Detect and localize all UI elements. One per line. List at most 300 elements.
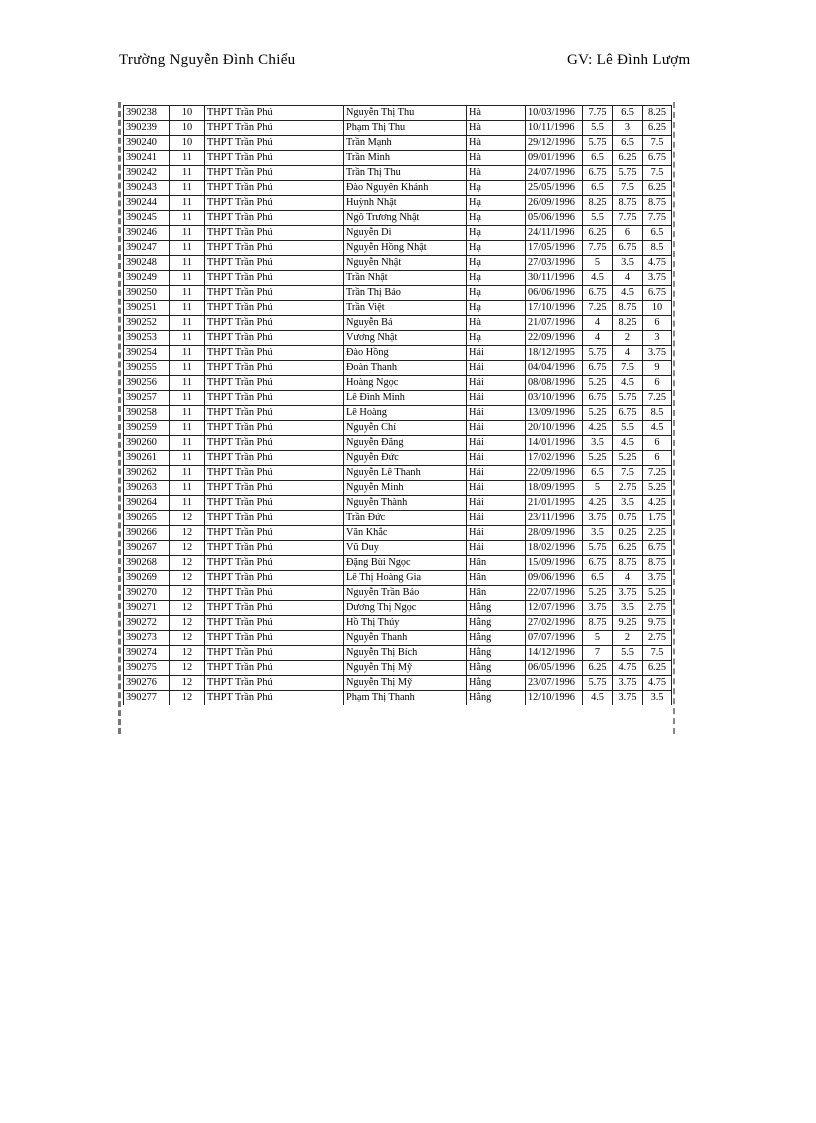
school-cell: THPT Trần Phú (205, 631, 344, 646)
grade-cell: 11 (170, 151, 205, 166)
table-row (124, 676, 672, 691)
birthdate-cell: 17/10/1996 (526, 301, 583, 316)
birthdate-cell: 18/12/1995 (526, 346, 583, 361)
surname-cell: Nguyễn Thị Thu (344, 106, 467, 121)
table-row (124, 271, 672, 286)
grade-cell: 12 (170, 556, 205, 571)
given-name-cell: Hà (467, 121, 526, 136)
score3-cell: 7.5 (643, 646, 672, 661)
score3-cell: 2.75 (643, 631, 672, 646)
score2-cell: 0.25 (613, 526, 643, 541)
score3-cell: 7.25 (643, 466, 672, 481)
table-row (124, 301, 672, 316)
surname-cell: Nguyễn Minh (344, 481, 467, 496)
score2-cell: 8.25 (613, 316, 643, 331)
score1-cell: 4.5 (583, 691, 613, 706)
grade-cell: 11 (170, 376, 205, 391)
student-id-cell: 390251 (124, 301, 170, 316)
score1-cell: 5.25 (583, 406, 613, 421)
student-id-cell: 390270 (124, 586, 170, 601)
given-name-cell: Hạ (467, 211, 526, 226)
surname-cell: Đặng Bùi Ngọc (344, 556, 467, 571)
student-id-cell: 390249 (124, 271, 170, 286)
surname-cell: Nguyễn Thị Mỹ (344, 661, 467, 676)
score2-cell: 4.75 (613, 661, 643, 676)
school-cell: THPT Trần Phú (205, 646, 344, 661)
score3-cell: 8.25 (643, 106, 672, 121)
school-cell: THPT Trần Phú (205, 241, 344, 256)
score3-cell: 6.25 (643, 121, 672, 136)
score3-cell: 4.75 (643, 676, 672, 691)
score3-cell: 7.75 (643, 211, 672, 226)
given-name-cell: Hạ (467, 196, 526, 211)
given-name-cell: Hải (467, 481, 526, 496)
score2-cell: 4 (613, 271, 643, 286)
given-name-cell: Hà (467, 106, 526, 121)
given-name-cell: Hằng (467, 616, 526, 631)
birthdate-cell: 17/05/1996 (526, 241, 583, 256)
grade-cell: 10 (170, 136, 205, 151)
surname-cell: Trần Việt (344, 301, 467, 316)
score2-cell: 4 (613, 346, 643, 361)
grade-cell: 11 (170, 286, 205, 301)
birthdate-cell: 30/11/1996 (526, 271, 583, 286)
surname-cell: Trần Nhật (344, 271, 467, 286)
given-name-cell: Hải (467, 436, 526, 451)
given-name-cell: Hải (467, 361, 526, 376)
table-row (124, 211, 672, 226)
given-name-cell: Hạ (467, 256, 526, 271)
score2-cell: 3.75 (613, 586, 643, 601)
table-row (124, 661, 672, 676)
birthdate-cell: 18/09/1995 (526, 481, 583, 496)
school-cell: THPT Trần Phú (205, 376, 344, 391)
table-row (124, 556, 672, 571)
birthdate-cell: 20/10/1996 (526, 421, 583, 436)
given-name-cell: Hải (467, 421, 526, 436)
surname-cell: Trần Đức (344, 511, 467, 526)
score1-cell: 6.5 (583, 181, 613, 196)
given-name-cell: Hải (467, 526, 526, 541)
school-cell: THPT Trần Phú (205, 331, 344, 346)
given-name-cell: Hà (467, 151, 526, 166)
surname-cell: Đào Nguyên Khánh (344, 181, 467, 196)
given-name-cell: Hải (467, 391, 526, 406)
grade-cell: 11 (170, 451, 205, 466)
birthdate-cell: 25/05/1996 (526, 181, 583, 196)
score1-cell: 4.25 (583, 421, 613, 436)
score2-cell: 2.75 (613, 481, 643, 496)
birthdate-cell: 27/02/1996 (526, 616, 583, 631)
student-id-cell: 390246 (124, 226, 170, 241)
student-id-cell: 390262 (124, 466, 170, 481)
given-name-cell: Hân (467, 571, 526, 586)
table-row (124, 481, 672, 496)
school-cell: THPT Trần Phú (205, 451, 344, 466)
birthdate-cell: 28/09/1996 (526, 526, 583, 541)
surname-cell: Trần Mạnh (344, 136, 467, 151)
student-id-cell: 390276 (124, 676, 170, 691)
score2-cell: 6.25 (613, 151, 643, 166)
birthdate-cell: 15/09/1996 (526, 556, 583, 571)
student-id-cell: 390242 (124, 166, 170, 181)
grade-cell: 12 (170, 526, 205, 541)
score2-cell: 7.5 (613, 361, 643, 376)
score3-cell: 8.75 (643, 556, 672, 571)
grade-cell: 11 (170, 481, 205, 496)
surname-cell: Trần Minh (344, 151, 467, 166)
table-row (124, 646, 672, 661)
student-id-cell: 390253 (124, 331, 170, 346)
student-id-cell: 390264 (124, 496, 170, 511)
table-row (124, 571, 672, 586)
given-name-cell: Hạ (467, 271, 526, 286)
student-id-cell: 390252 (124, 316, 170, 331)
surname-cell: Nguyễn Lê Thanh (344, 466, 467, 481)
score1-cell: 5.75 (583, 136, 613, 151)
birthdate-cell: 22/07/1996 (526, 586, 583, 601)
school-cell: THPT Trần Phú (205, 586, 344, 601)
grade-cell: 11 (170, 301, 205, 316)
grade-cell: 11 (170, 331, 205, 346)
surname-cell: Đoàn Thanh (344, 361, 467, 376)
score3-cell: 8.5 (643, 241, 672, 256)
school-cell: THPT Trần Phú (205, 421, 344, 436)
score1-cell: 6.75 (583, 361, 613, 376)
score3-cell: 3 (643, 331, 672, 346)
grade-cell: 12 (170, 631, 205, 646)
student-id-cell: 390255 (124, 361, 170, 376)
grade-cell: 11 (170, 346, 205, 361)
score2-cell: 6.75 (613, 241, 643, 256)
score2-cell: 5.5 (613, 646, 643, 661)
birthdate-cell: 12/10/1996 (526, 691, 583, 706)
score2-cell: 3.5 (613, 496, 643, 511)
surname-cell: Văn Khắc (344, 526, 467, 541)
score1-cell: 3.5 (583, 526, 613, 541)
school-cell: THPT Trần Phú (205, 391, 344, 406)
table-row (124, 151, 672, 166)
score1-cell: 6.25 (583, 226, 613, 241)
school-cell: THPT Trần Phú (205, 211, 344, 226)
score3-cell: 7.25 (643, 391, 672, 406)
score1-cell: 5.75 (583, 541, 613, 556)
given-name-cell: Hạ (467, 301, 526, 316)
grade-cell: 11 (170, 241, 205, 256)
score2-cell: 3.5 (613, 256, 643, 271)
birthdate-cell: 03/10/1996 (526, 391, 583, 406)
birthdate-cell: 22/09/1996 (526, 331, 583, 346)
student-table (123, 105, 672, 705)
surname-cell: Nguyễn Thị Mỹ (344, 676, 467, 691)
table-row (124, 166, 672, 181)
table-row (124, 241, 672, 256)
table-row (124, 586, 672, 601)
grade-cell: 12 (170, 616, 205, 631)
given-name-cell: Hạ (467, 226, 526, 241)
score1-cell: 6.75 (583, 286, 613, 301)
score3-cell: 8.75 (643, 196, 672, 211)
grade-cell: 11 (170, 316, 205, 331)
given-name-cell: Hằng (467, 661, 526, 676)
given-name-cell: Hằng (467, 601, 526, 616)
school-cell: THPT Trần Phú (205, 286, 344, 301)
table-row (124, 376, 672, 391)
score1-cell: 4.5 (583, 271, 613, 286)
score3-cell: 9 (643, 361, 672, 376)
given-name-cell: Hằng (467, 631, 526, 646)
table-row (124, 451, 672, 466)
student-id-cell: 390269 (124, 571, 170, 586)
student-id-cell: 390245 (124, 211, 170, 226)
school-cell: THPT Trần Phú (205, 676, 344, 691)
score1-cell: 3.75 (583, 601, 613, 616)
surname-cell: Lê Hoàng (344, 406, 467, 421)
given-name-cell: Hải (467, 376, 526, 391)
score2-cell: 4 (613, 571, 643, 586)
score3-cell: 4.75 (643, 256, 672, 271)
score3-cell: 3.75 (643, 271, 672, 286)
school-cell: THPT Trần Phú (205, 136, 344, 151)
surname-cell: Đào Hồng (344, 346, 467, 361)
grade-cell: 10 (170, 106, 205, 121)
school-cell: THPT Trần Phú (205, 256, 344, 271)
birthdate-cell: 14/01/1996 (526, 436, 583, 451)
school-cell: THPT Trần Phú (205, 151, 344, 166)
score3-cell: 2.75 (643, 601, 672, 616)
score3-cell: 3.75 (643, 346, 672, 361)
school-cell: THPT Trần Phú (205, 106, 344, 121)
given-name-cell: Hân (467, 556, 526, 571)
student-id-cell: 390259 (124, 421, 170, 436)
given-name-cell: Hằng (467, 676, 526, 691)
school-cell: THPT Trần Phú (205, 361, 344, 376)
school-cell: THPT Trần Phú (205, 346, 344, 361)
surname-cell: Lê Đình Minh (344, 391, 467, 406)
table-row (124, 181, 672, 196)
given-name-cell: Hạ (467, 181, 526, 196)
score1-cell: 5.25 (583, 586, 613, 601)
table-row (124, 331, 672, 346)
surname-cell: Hoàng Ngọc (344, 376, 467, 391)
table-row (124, 361, 672, 376)
student-id-cell: 390273 (124, 631, 170, 646)
surname-cell: Nguyễn Thanh (344, 631, 467, 646)
birthdate-cell: 08/08/1996 (526, 376, 583, 391)
student-id-cell: 390267 (124, 541, 170, 556)
score3-cell: 6 (643, 451, 672, 466)
grade-cell: 12 (170, 571, 205, 586)
school-cell: THPT Trần Phú (205, 466, 344, 481)
surname-cell: Hồ Thị Thúy (344, 616, 467, 631)
score2-cell: 6 (613, 226, 643, 241)
birthdate-cell: 05/06/1996 (526, 211, 583, 226)
score2-cell: 6.5 (613, 136, 643, 151)
birthdate-cell: 09/01/1996 (526, 151, 583, 166)
surname-cell: Nguyễn Trần Bảo (344, 586, 467, 601)
given-name-cell: Hạ (467, 241, 526, 256)
score2-cell: 3.75 (613, 691, 643, 706)
score1-cell: 4 (583, 331, 613, 346)
score2-cell: 0.75 (613, 511, 643, 526)
school-cell: THPT Trần Phú (205, 601, 344, 616)
score2-cell: 9.25 (613, 616, 643, 631)
score2-cell: 6.25 (613, 541, 643, 556)
score3-cell: 6 (643, 376, 672, 391)
grade-cell: 11 (170, 391, 205, 406)
given-name-cell: Hải (467, 406, 526, 421)
given-name-cell: Hà (467, 316, 526, 331)
given-name-cell: Hân (467, 586, 526, 601)
grade-cell: 10 (170, 121, 205, 136)
school-cell: THPT Trần Phú (205, 271, 344, 286)
given-name-cell: Hà (467, 166, 526, 181)
given-name-cell: Hằng (467, 691, 526, 706)
score2-cell: 5.5 (613, 421, 643, 436)
student-id-cell: 390266 (124, 526, 170, 541)
grade-cell: 11 (170, 181, 205, 196)
birthdate-cell: 23/07/1996 (526, 676, 583, 691)
surname-cell: Nguyễn Hồng Nhật (344, 241, 467, 256)
school-cell: THPT Trần Phú (205, 691, 344, 706)
birthdate-cell: 26/09/1996 (526, 196, 583, 211)
birthdate-cell: 21/07/1996 (526, 316, 583, 331)
score3-cell: 4.5 (643, 421, 672, 436)
score1-cell: 5 (583, 256, 613, 271)
table-row (124, 601, 672, 616)
school-cell: THPT Trần Phú (205, 526, 344, 541)
score2-cell: 5.25 (613, 451, 643, 466)
table-row (124, 346, 672, 361)
grade-cell: 12 (170, 511, 205, 526)
birthdate-cell: 09/06/1996 (526, 571, 583, 586)
score1-cell: 6.5 (583, 151, 613, 166)
surname-cell: Nguyễn Thành (344, 496, 467, 511)
header-school: Trường Nguyễn Đình Chiểu (119, 52, 296, 68)
surname-cell: Nguyễn Đức (344, 451, 467, 466)
score3-cell: 6 (643, 316, 672, 331)
score1-cell: 7.75 (583, 106, 613, 121)
given-name-cell: Hải (467, 496, 526, 511)
score2-cell: 6.5 (613, 106, 643, 121)
surname-cell: Vũ Duy (344, 541, 467, 556)
score2-cell: 7.75 (613, 211, 643, 226)
grade-cell: 11 (170, 361, 205, 376)
table-row (124, 466, 672, 481)
given-name-cell: Hải (467, 466, 526, 481)
birthdate-cell: 06/05/1996 (526, 661, 583, 676)
birthdate-cell: 18/02/1996 (526, 541, 583, 556)
score1-cell: 5 (583, 631, 613, 646)
student-id-cell: 390258 (124, 406, 170, 421)
birthdate-cell: 10/11/1996 (526, 121, 583, 136)
grade-cell: 11 (170, 256, 205, 271)
score1-cell: 5 (583, 481, 613, 496)
grade-cell: 12 (170, 586, 205, 601)
birthdate-cell: 24/07/1996 (526, 166, 583, 181)
given-name-cell: Hải (467, 451, 526, 466)
birthdate-cell: 17/02/1996 (526, 451, 583, 466)
table-row (124, 421, 672, 436)
score2-cell: 7.5 (613, 466, 643, 481)
score1-cell: 6.25 (583, 661, 613, 676)
score1-cell: 6.5 (583, 571, 613, 586)
grade-cell: 12 (170, 601, 205, 616)
school-cell: THPT Trần Phú (205, 181, 344, 196)
table-row (124, 226, 672, 241)
grade-cell: 11 (170, 406, 205, 421)
school-cell: THPT Trần Phú (205, 316, 344, 331)
score3-cell: 6.75 (643, 151, 672, 166)
surname-cell: Trần Thị Thu (344, 166, 467, 181)
score2-cell: 5.75 (613, 391, 643, 406)
student-id-cell: 390265 (124, 511, 170, 526)
school-cell: THPT Trần Phú (205, 661, 344, 676)
table-row (124, 391, 672, 406)
surname-cell: Phạm Thị Thu (344, 121, 467, 136)
school-cell: THPT Trần Phú (205, 436, 344, 451)
student-id-cell: 390243 (124, 181, 170, 196)
given-name-cell: Hải (467, 541, 526, 556)
score3-cell: 6.25 (643, 181, 672, 196)
school-cell: THPT Trần Phú (205, 196, 344, 211)
score1-cell: 7.25 (583, 301, 613, 316)
school-cell: THPT Trần Phú (205, 121, 344, 136)
score3-cell: 6.75 (643, 541, 672, 556)
student-id-cell: 390248 (124, 256, 170, 271)
student-id-cell: 390241 (124, 151, 170, 166)
surname-cell: Phạm Thị Thanh (344, 691, 467, 706)
score3-cell: 2.25 (643, 526, 672, 541)
table-row (124, 196, 672, 211)
score1-cell: 5.25 (583, 376, 613, 391)
student-id-cell: 390256 (124, 376, 170, 391)
score2-cell: 4.5 (613, 286, 643, 301)
table-row (124, 541, 672, 556)
birthdate-cell: 27/03/1996 (526, 256, 583, 271)
student-id-cell: 390263 (124, 481, 170, 496)
score3-cell: 5.25 (643, 586, 672, 601)
student-id-cell: 390268 (124, 556, 170, 571)
table-row (124, 511, 672, 526)
score3-cell: 5.25 (643, 481, 672, 496)
score2-cell: 6.75 (613, 406, 643, 421)
grade-cell: 11 (170, 196, 205, 211)
score2-cell: 8.75 (613, 196, 643, 211)
score2-cell: 5.75 (613, 166, 643, 181)
student-id-cell: 390257 (124, 391, 170, 406)
surname-cell: Nguyễn Đăng (344, 436, 467, 451)
grade-cell: 12 (170, 661, 205, 676)
score3-cell: 10 (643, 301, 672, 316)
student-id-cell: 390247 (124, 241, 170, 256)
student-id-cell: 390240 (124, 136, 170, 151)
header-teacher: GV: Lê Đình Lượm (567, 52, 691, 68)
score2-cell: 7.5 (613, 181, 643, 196)
score1-cell: 7 (583, 646, 613, 661)
grade-cell: 11 (170, 436, 205, 451)
score1-cell: 4 (583, 316, 613, 331)
table-row (124, 286, 672, 301)
student-id-cell: 390271 (124, 601, 170, 616)
given-name-cell: Hạ (467, 286, 526, 301)
score1-cell: 6.75 (583, 556, 613, 571)
score1-cell: 5.25 (583, 451, 613, 466)
score2-cell: 2 (613, 631, 643, 646)
student-id-cell: 390275 (124, 661, 170, 676)
table-row (124, 496, 672, 511)
grade-cell: 12 (170, 691, 205, 706)
